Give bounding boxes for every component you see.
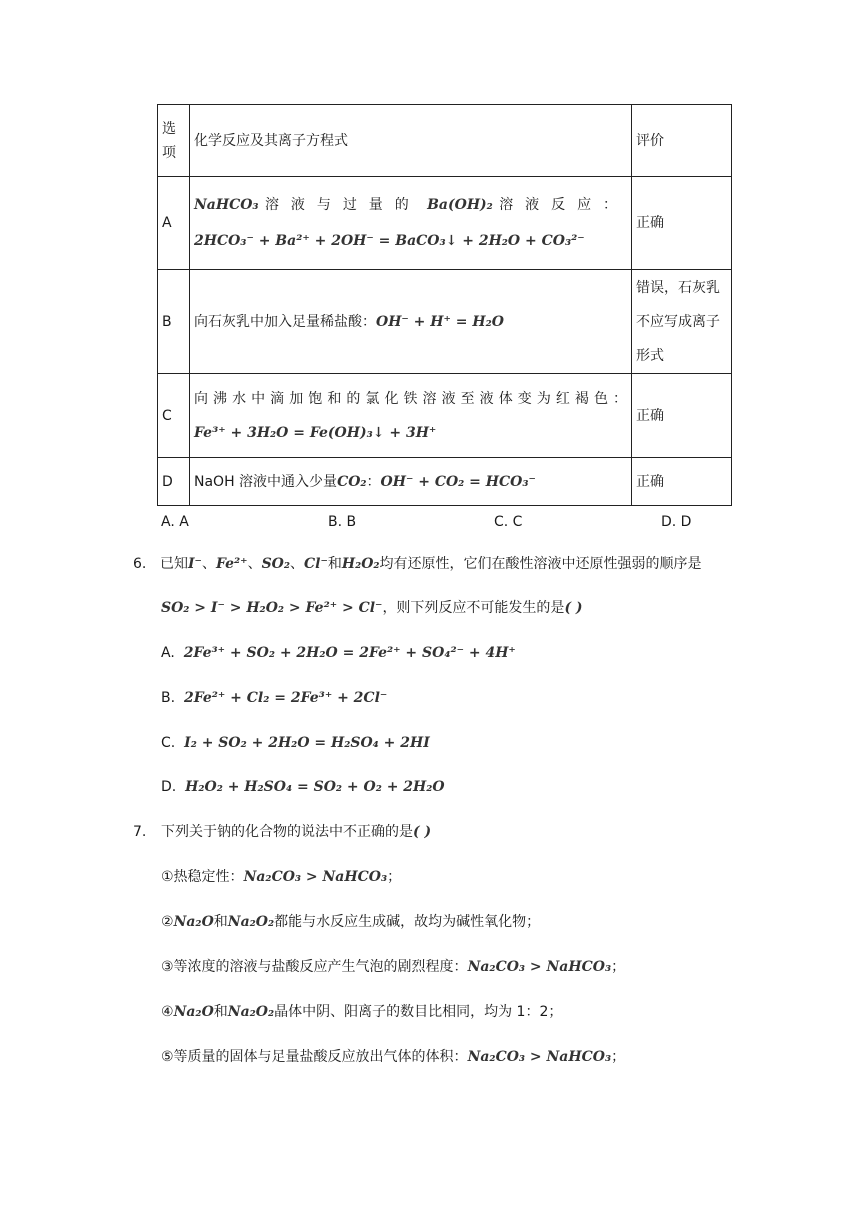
q7-item-4: ④Na₂O和Na₂O₂晶体中阴、阳离子的数目比相同，均为 1：2； — [161, 1004, 563, 1020]
row-reaction: 向沸水中滴加饱和的氯化铁溶液至液体变为红褐色： Fe³⁺ + 3H₂O = Fe(OH)₃↓ + 3H⁺ — [190, 374, 632, 458]
header-evaluation: 评价 — [632, 105, 732, 177]
row-reaction: 向石灰乳中加入足量稀盐酸：OH⁻ + H⁺ = H₂O — [190, 270, 632, 374]
row-option-label: D — [158, 458, 190, 506]
q7-item-1: ①热稳定性：Na₂CO₃ > NaHCO₃； — [161, 869, 402, 885]
q7-number: 7. — [133, 824, 147, 840]
q7-item-3: ③等浓度的溶液与盐酸反应产生气泡的剧烈程度：Na₂CO₃ > NaHCO₃； — [161, 959, 626, 975]
row-evaluation: 正确 — [632, 374, 732, 458]
answer-option-d[interactable]: D. D — [661, 514, 692, 530]
table-row — [158, 374, 732, 458]
q6-stem-line1: 6. 已知I⁻、Fe²⁺、SO₂、Cl⁻和H₂O₂均有还原性，它们在酸性溶液中还原性强弱的顺序是 — [133, 553, 702, 575]
header-option: 选 项 — [158, 105, 190, 177]
row-reaction: NaOH 溶液中通入少量CO₂：OH⁻ + CO₂ = HCO₃⁻ — [190, 458, 632, 506]
table-row — [158, 270, 732, 374]
answer-option-b[interactable]: B. B — [328, 514, 357, 530]
q6-number: 6. — [133, 556, 147, 572]
q7-item-5: ⑤等质量的固体与足量盐酸反应放出气体的体积：Na₂CO₃ > NaHCO₃； — [161, 1049, 626, 1065]
row-evaluation: 正确 — [632, 177, 732, 270]
answer-option-a[interactable]: A. A — [161, 514, 189, 530]
answer-option-c[interactable]: C. C — [494, 514, 523, 530]
q6-option-c[interactable]: C. I₂ + SO₂ + 2H₂O = H₂SO₄ + 2HI — [161, 735, 430, 751]
row-option-label: C — [158, 374, 190, 458]
q6-option-a[interactable]: A. 2Fe³⁺ + SO₂ + 2H₂O = 2Fe²⁺ + SO₄²⁻ + 4H⁺ — [161, 645, 516, 661]
options-table — [157, 104, 732, 506]
table-row — [158, 458, 732, 506]
row-evaluation: 正确 — [632, 458, 732, 506]
q7-stem: 7. 下列关于钠的化合物的说法中不正确的是( ) — [133, 821, 431, 843]
row-evaluation: 错误，石灰乳 不应写成离子 形式 — [632, 270, 732, 374]
row-reaction: NaHCO₃ 溶液与过量的 Ba(OH)₂ 溶液反应： 2HCO₃⁻ + Ba²⁺ + 2OH⁻ = BaCO₃↓ + 2H₂O + CO₃²⁻ — [190, 177, 632, 270]
q6-option-b[interactable]: B. 2Fe²⁺ + Cl₂ = 2Fe³⁺ + 2Cl⁻ — [161, 690, 388, 706]
table-header-row — [158, 105, 732, 177]
q5-answer-options — [161, 514, 721, 534]
q6-stem-line2: SO₂ > I⁻ > H₂O₂ > Fe²⁺ > Cl⁻，则下列反应不可能发生的是( ) — [161, 600, 583, 616]
q6-option-d[interactable]: D. H₂O₂ + H₂SO₄ = SO₂ + O₂ + 2H₂O — [161, 779, 445, 795]
row-option-label: A — [158, 177, 190, 270]
header-reaction: 化学反应及其离子方程式 — [190, 105, 632, 177]
q7-item-2: ②Na₂O和Na₂O₂都能与水反应生成碱，故均为碱性氧化物； — [161, 914, 541, 930]
table-row — [158, 177, 732, 270]
row-option-label: B — [158, 270, 190, 374]
